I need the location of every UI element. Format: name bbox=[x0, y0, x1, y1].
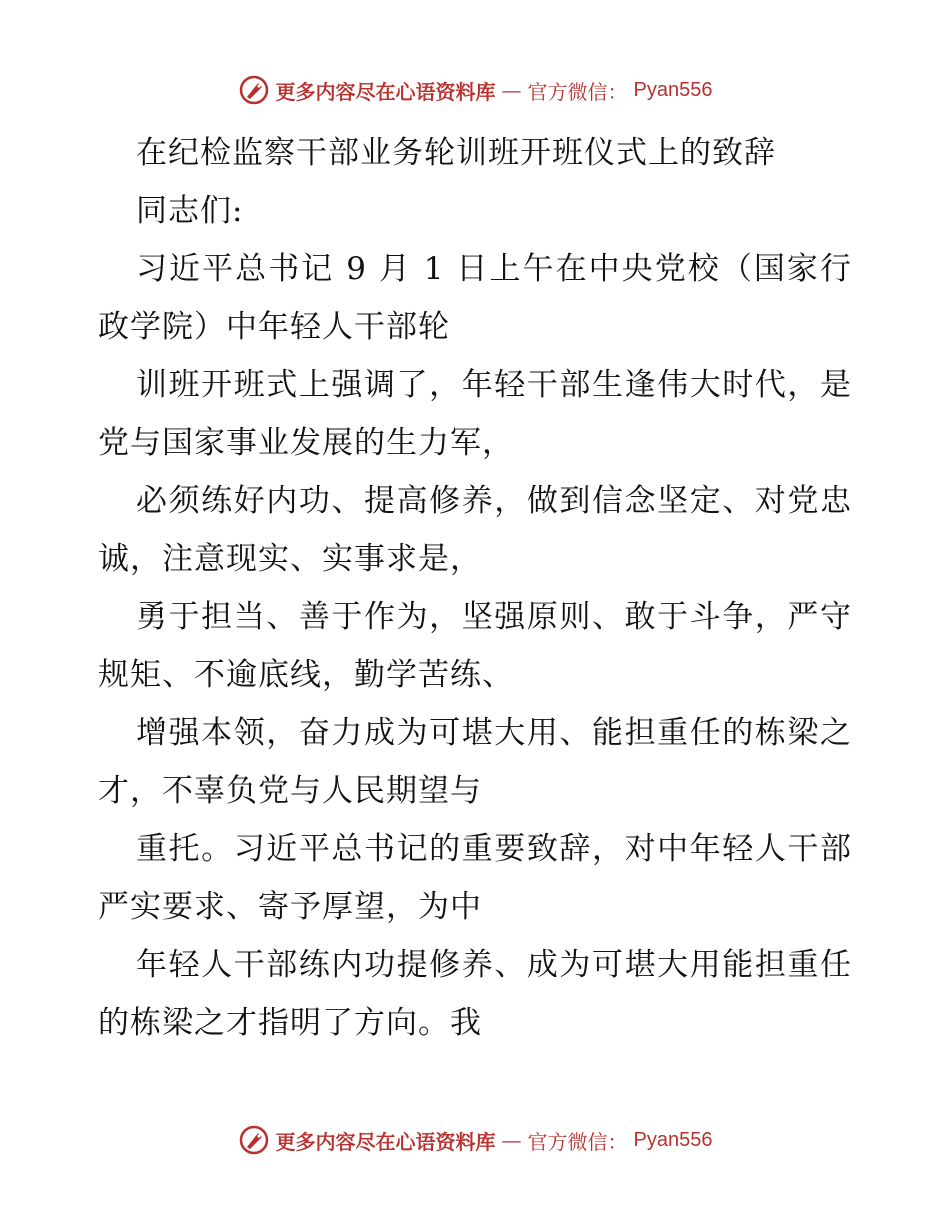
paragraph-2: 训班开班式上强调了，年轻干部生逢伟大时代，是党与国家事业发展的生力军， bbox=[98, 367, 852, 461]
brand-text: 更多内容尽在心语资料库 bbox=[275, 1129, 496, 1154]
footer-watermark-banner bbox=[0, 1120, 950, 1160]
paragraph-6: 重托。习近平总书记的重要致辞，对中年轻人干部严实要求、寄予厚望，为中 bbox=[98, 831, 852, 925]
salutation: 同志们: bbox=[136, 193, 244, 229]
paragraph-3: 必须练好内功、提高修养，做到信念坚定、对党忠诚，注意现实、实事求是， bbox=[98, 483, 852, 577]
wechat-label: 官方微信： bbox=[527, 1129, 628, 1154]
paragraph-4: 勇于担当、善于作为，坚强原则、敢于斗争，严守规矩、不逾底线，勤学苦练、 bbox=[98, 599, 852, 693]
brand-text: 更多内容尽在心语资料库 bbox=[275, 79, 496, 104]
wechat-label: 官方微信： bbox=[527, 79, 628, 104]
banner-separator: — bbox=[501, 1128, 522, 1152]
wechat-handle: Pyan556 bbox=[633, 78, 713, 101]
pen-nib-logo-icon bbox=[238, 74, 270, 106]
paragraph-1: 习近平总书记 9 月 1 日上午在中央党校（国家行政学院）中年轻人干部轮 bbox=[98, 251, 852, 345]
banner-separator: — bbox=[501, 78, 522, 102]
pen-nib-logo-icon bbox=[238, 1124, 270, 1156]
header-watermark-banner bbox=[0, 70, 950, 110]
paragraph-5: 增强本领，奋力成为可堪大用、能担重任的栋梁之才，不辜负党与人民期望与 bbox=[98, 715, 852, 809]
document-title: 在纪检监察干部业务轮训班开班仪式上的致辞 bbox=[136, 135, 776, 171]
document-body bbox=[98, 124, 852, 1052]
paragraph-7: 年轻人干部练内功提修养、成为可堪大用能担重任的栋梁之才指明了方向。我 bbox=[98, 947, 852, 1041]
wechat-handle: Pyan556 bbox=[633, 1128, 713, 1151]
